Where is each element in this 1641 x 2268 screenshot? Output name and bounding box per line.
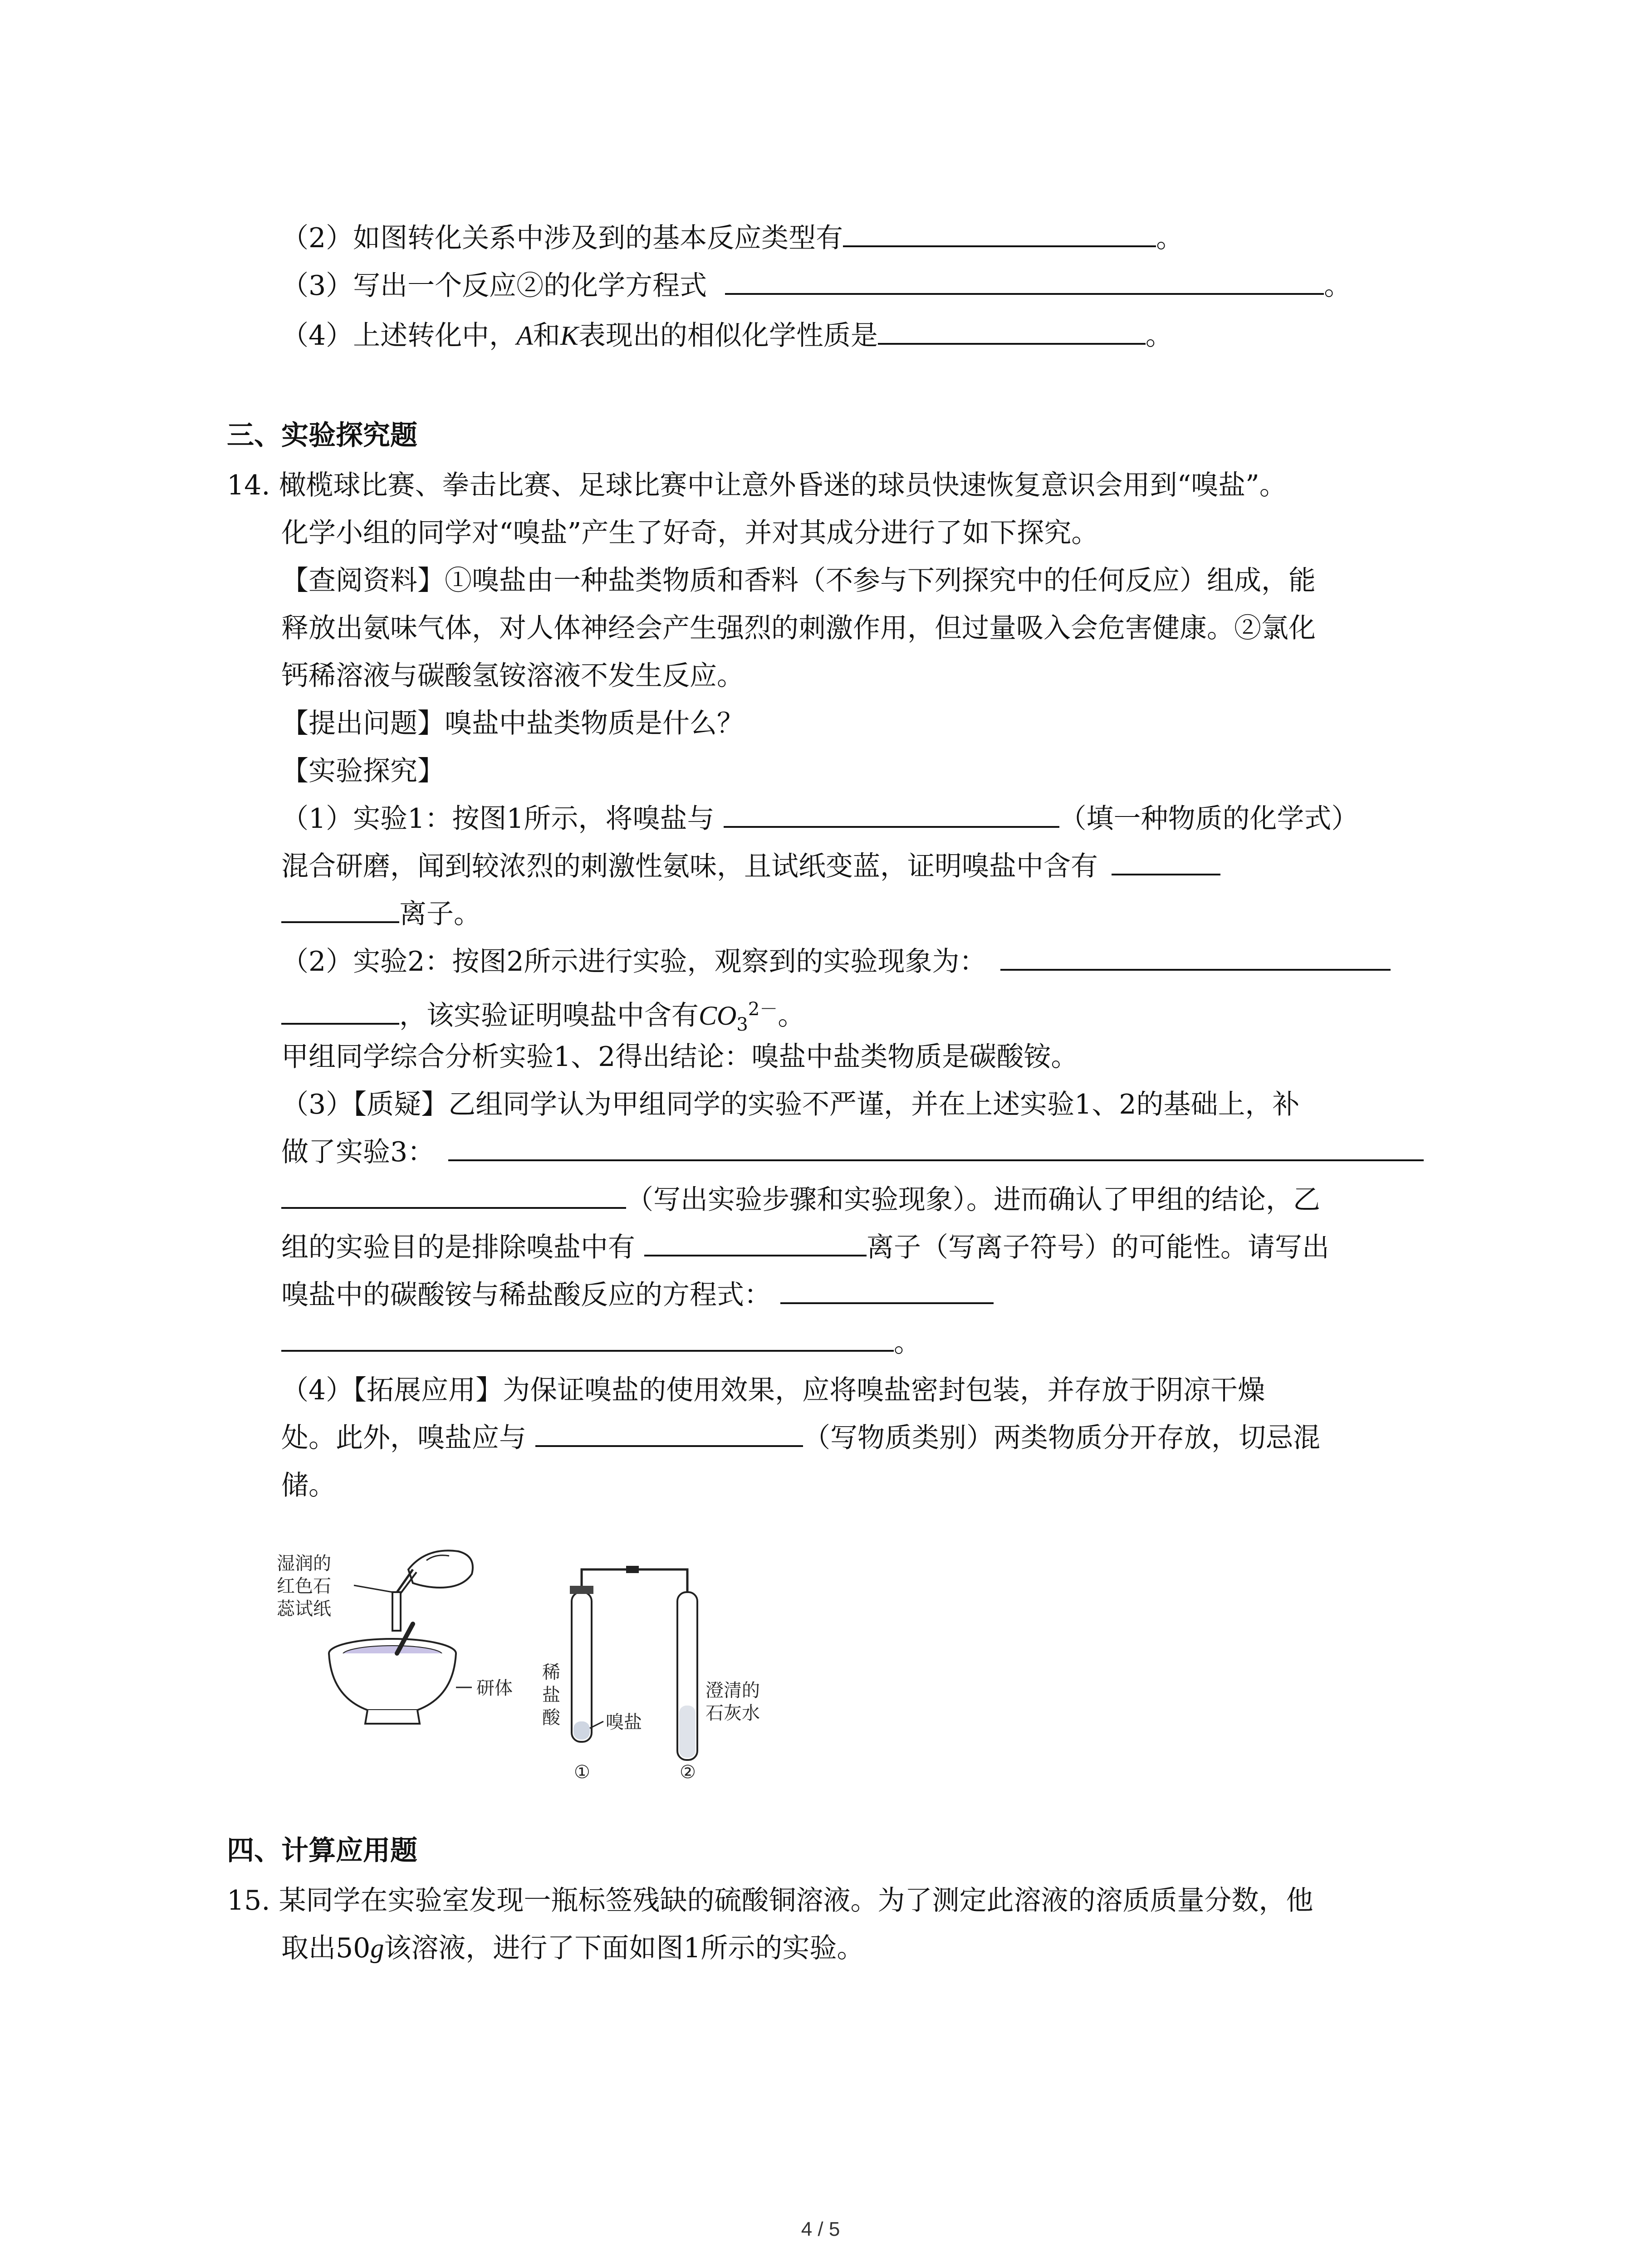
fig2-number-2: ② <box>680 1762 696 1783</box>
tube-connector <box>626 1566 639 1573</box>
figure-1-mortar <box>277 1550 513 1724</box>
q14-line: 离子。 <box>281 891 481 937</box>
answer-blank[interactable] <box>843 217 1156 247</box>
fig2-lime-label: 澄清的 <box>705 1680 760 1701</box>
q14-line: 【实验探究】 <box>281 755 445 787</box>
q14-line: 14. 橄榄球比赛、拳击比赛、足球比赛中让意外昏迷的球员快速恢复意识会用到“嗅盐”。 <box>227 469 1287 501</box>
fig2-acid-label: 稀 <box>542 1662 560 1683</box>
figure-2-tubes <box>542 1566 760 1783</box>
q14-line: 。 <box>281 1320 921 1365</box>
fig1-label: 红色石 <box>277 1576 331 1597</box>
test-tube-1 <box>572 1592 592 1742</box>
litmus-paper <box>392 1592 401 1631</box>
answer-blank[interactable] <box>724 798 1059 828</box>
answer-blank[interactable] <box>281 995 399 1025</box>
fig1-label: 蕊试纸 <box>277 1598 331 1619</box>
answer-blank[interactable] <box>535 1417 803 1447</box>
answer-blank[interactable] <box>281 893 399 923</box>
q14-line: （3）【质疑】乙组同学认为甲组同学的实验不严谨，并在上述实验1、2的基础上，补 <box>281 1089 1300 1120</box>
q15-line: 取出50g该溶液，进行了下面如图1所示的实验。 <box>281 1932 864 1964</box>
fig2-salt-label: 嗅盐 <box>606 1712 642 1733</box>
answer-blank[interactable] <box>281 1322 894 1352</box>
answer-blank[interactable] <box>281 1179 626 1209</box>
page-number: 4 / 5 <box>801 2218 840 2240</box>
section-title: 三、实验探究题 <box>227 420 417 451</box>
leader-line <box>354 1585 392 1592</box>
answer-blank[interactable] <box>644 1227 867 1256</box>
fig2-acid-label: 盐 <box>542 1685 560 1706</box>
q14-line: 嗅盐中的碳酸铵与稀盐酸反应的方程式： <box>281 1272 994 1318</box>
q13-part3: （3）写出一个反应②的化学方程式 。 <box>281 263 1351 308</box>
question-number: 15. <box>227 1885 270 1916</box>
q14-line: ，该实验证明嗅盐中含有$CO_3^{2-}$。 <box>281 987 805 1032</box>
q15-line: 15. 某同学在实验室发现一瓶标签残缺的硫酸铜溶液。为了测定此溶液的溶质质量分数，他 <box>227 1885 1313 1916</box>
q14-line: 处。此外，嗅盐应与 （写物质类别）两类物质分开存放，切忌混 <box>281 1415 1320 1461</box>
q14-line: （1）实验1：按图1所示，将嗅盐与 （填一种物质的化学式） <box>281 796 1359 841</box>
answer-blank[interactable] <box>1112 846 1220 875</box>
answer-blank[interactable] <box>1000 941 1391 971</box>
answer-blank[interactable] <box>725 265 1324 295</box>
q14-line: 混合研磨，闻到较浓烈的刺激性氨味，且试纸变蓝，证明嗅盐中含有 <box>281 844 1220 889</box>
fig1-label: 湿润的 <box>277 1553 331 1574</box>
answer-blank[interactable] <box>780 1274 994 1304</box>
q13-part2: （2）如图转化关系中涉及到的基本反应类型有 。 <box>281 215 1183 261</box>
q13-part4: （4）上述转化中，A和K表现出的相似化学性质是 。 <box>281 313 1173 358</box>
fig2-number-1: ① <box>574 1762 590 1783</box>
mortar-body <box>329 1653 456 1710</box>
q14-line: （2）实验2：按图2所示进行实验，观察到的实验现象为： <box>281 939 1391 984</box>
q14-line: 储。 <box>281 1470 336 1501</box>
q14-line: 【提出问题】嗅盐中盐类物质是什么？ <box>281 708 744 739</box>
answer-blank[interactable] <box>878 315 1146 345</box>
fig2-lime-label: 石灰水 <box>705 1703 760 1724</box>
question-number: 14. <box>227 469 270 501</box>
section-title: 四、计算应用题 <box>227 1835 417 1867</box>
experiment-figures <box>277 1542 776 1787</box>
acid-liquid <box>573 1721 590 1740</box>
limewater-liquid <box>679 1706 696 1758</box>
answer-blank[interactable] <box>448 1131 1424 1161</box>
q14-line: 做了实验3： <box>281 1129 1424 1175</box>
q14-line: 化学小组的同学对“嗅盐”产生了好奇，并对其成分进行了如下探究。 <box>281 517 1099 549</box>
q14-line: （写出实验步骤和实验现象）。进而确认了甲组的结论，乙 <box>281 1177 1320 1222</box>
mortar-foot <box>365 1710 420 1724</box>
q14-line: 甲组同学综合分析实验1、2得出结论：嗅盐中盐类物质是碳酸铵。 <box>281 1041 1078 1073</box>
fig1-mortar-label: 研体 <box>476 1678 513 1699</box>
q14-line: 释放出氨味气体，对人体神经会产生强烈的刺激作用，但过量吸入会危害健康。②氯化 <box>281 612 1316 644</box>
fig2-acid-label: 酸 <box>542 1707 560 1728</box>
q14-line: （4）【拓展应用】为保证嗅盐的使用效果，应将嗅盐密封包装，并存放于阴凉干燥 <box>281 1374 1265 1406</box>
stopper <box>570 1586 593 1594</box>
q14-line: 【查阅资料】①嗅盐由一种盐类物质和香料（不参与下列探究中的任何反应）组成，能 <box>281 565 1316 596</box>
hand-icon <box>408 1550 473 1588</box>
q14-line: 组的实验目的是排除嗅盐中有 离子（写离子符号）的可能性。请写出 <box>281 1225 1329 1270</box>
q14-line: 钙稀溶液与碳酸氢铵溶液不发生反应。 <box>281 660 744 692</box>
